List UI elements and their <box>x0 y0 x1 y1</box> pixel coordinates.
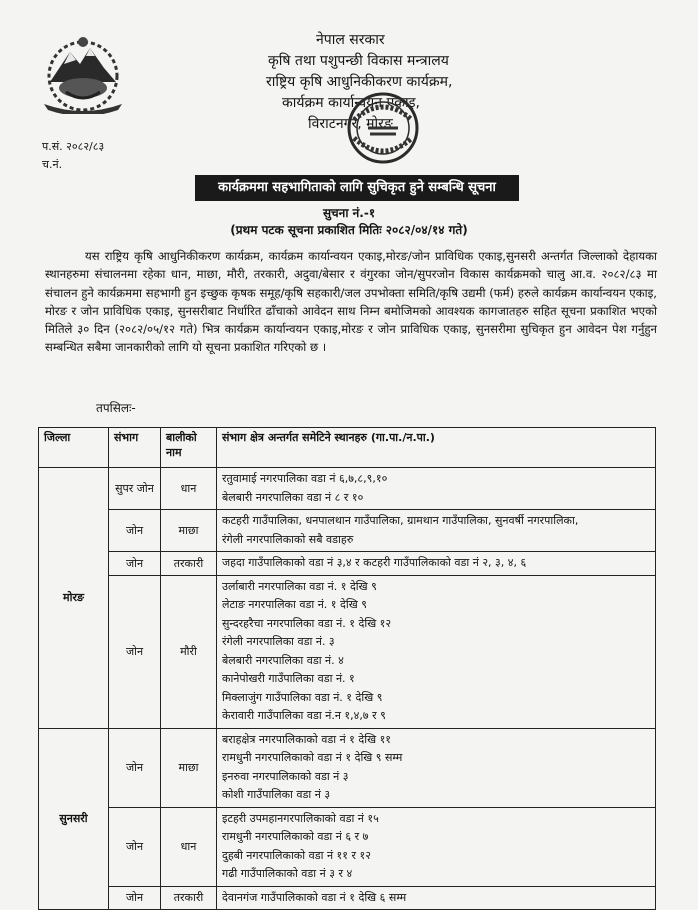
places-cell <box>217 728 656 807</box>
place-line: रंगेली नगरपालिकाको सबै वडाहरु <box>222 532 354 546</box>
places-cell <box>217 886 656 910</box>
dispatch-number: च.नं. <box>42 158 63 171</box>
place-line: रतुवामाई नगरपालिका वडा नं ६,७,८,९,१० <box>222 472 388 485</box>
table-row <box>39 552 656 576</box>
place-line: लेटाङ नगरपालिका वडा नं. १ देखि ९ <box>222 598 367 611</box>
division-cell: जोन <box>109 807 161 886</box>
crop-cell: माछा <box>161 728 217 807</box>
header-line: विराटनगर, मोरङ <box>308 116 393 132</box>
division-cell: सुपर जोन <box>109 468 161 510</box>
place-line: बराहक्षेत्र नगरपालिकाको वडा नं १ देखि ११ <box>222 732 392 746</box>
table-header-row <box>39 428 656 468</box>
district-cell: मोरङ <box>39 468 109 729</box>
notice-title-banner: कार्यक्रममा सहभागिताको लागि सुचिकृत हुने सम्बन्धि सूचना <box>195 175 519 201</box>
col-header-district: जिल्ला <box>39 428 109 468</box>
place-line: इनरुवा नगरपालिकाको वडा नं ३ <box>222 769 349 783</box>
place-line: दुहबी नगरपालिकाको वडा नं ११ र १२ <box>222 848 371 862</box>
col-header-division: संभाग <box>109 428 161 468</box>
publication-date: (प्रथम पटक सूचना प्रकाशित मितिः २०८२/०४/१४ गते) <box>230 223 468 237</box>
place-line: इटहरी उपमहानगरपालिकाको वडा नं १५ <box>222 811 379 825</box>
place-line: केरावारी गाउँपालिका वडा नं.न १,४,७ र ९ <box>222 709 386 722</box>
crop-cell: माछा <box>161 510 217 552</box>
table-row <box>39 468 656 510</box>
table-row <box>39 728 656 807</box>
places-cell <box>217 575 656 728</box>
division-cell: जोन <box>109 728 161 807</box>
place-line: बेलबारी नगरपालिका वडा नं. ४ <box>222 653 344 667</box>
places-cell <box>217 807 656 886</box>
notice-body <box>45 247 657 357</box>
place-line: मिक्लाजुंग गाउँपालिका वडा नं. १ देखि ९ <box>222 690 383 704</box>
program-table <box>38 427 656 910</box>
places-cell <box>217 468 656 510</box>
nepal-government-emblem <box>40 34 126 114</box>
place-line: उर्लाबारी नगरपालिका वडा नं. १ देखि ९ <box>222 579 377 593</box>
place-line: सुन्दरहरैचा नगरपालिका वडा नं. १ देखि १२ <box>222 616 392 630</box>
place-line: कोशी गाउँपालिका वडा नं ३ <box>222 788 331 801</box>
place-line: रामधुनी नगरपालिकाको वडा नं १ देखि ९ सम्म <box>222 751 403 764</box>
place-line: रामधुनी नगरपालिकाको वडा नं ६ र ७ <box>222 830 369 843</box>
crop-cell: मौरी <box>161 575 217 728</box>
division-cell: जोन <box>109 552 161 576</box>
col-header-places: संभाग क्षेत्र अन्तर्गत समेटिने स्थानहरु (गा.पा./न.पा.) <box>217 428 656 468</box>
places-cell <box>217 552 656 576</box>
header-line: राष्ट्रिय कृषि आधुनिकीकरण कार्यक्रम, <box>266 74 453 90</box>
header-line: कृषि तथा पशुपन्छी विकास मन्त्रालय <box>268 53 449 69</box>
place-line: कानेपोखरी गाउँपालिका वडा नं. १ <box>222 672 355 685</box>
table-row <box>39 807 656 886</box>
col-header-crop: बालीको नाम <box>161 428 217 468</box>
place-line: जहदा गाउँपालिकाको वडा नं ३,४ र कटहरी गाउँपालिकाको वडा नं २, ३, ४, ६ <box>222 556 527 569</box>
office-stamp <box>340 90 426 168</box>
crop-cell: तरकारी <box>161 552 217 576</box>
table-row <box>39 575 656 728</box>
division-cell: जोन <box>109 886 161 910</box>
place-line: गढी गाउँपालिकाको वडा नं ३ र ४ <box>222 867 353 880</box>
place-line: कटहरी गाउँपालिका, धनपालथान गाउँपालिका, ग्रामथान गाउँपालिका, सुनवर्षी नगरपालिका, <box>222 514 579 527</box>
crop-cell: तरकारी <box>161 886 217 910</box>
crop-cell: धान <box>161 807 217 886</box>
attachment-label: तपसिलः- <box>96 401 136 415</box>
district-cell: सुनसरी <box>39 728 109 910</box>
places-cell <box>217 510 656 552</box>
division-cell: जोन <box>109 575 161 728</box>
body-paragraph: यस राष्ट्रिय कृषि आधुनिकीकरण कार्यक्रम, कार्यक्रम कार्यान्वयन एकाइ,मोरङ/जोन प्राविधिक एकाइ,सुनसरी अन्तर्गत जिल्लाको देहायका स्थानहरुमा संचालनमा रहेका धान, माछा, मौरी, तरकारी, अदुवा/बेसार र वंगुरका जोन/सुपरजोन विकास कार्यक्रमको चालु आ.व. २०८२/८३ मा संचालन हुने कार्यक्रममा सहभागी हुन इच्छुक कृषक समूह/कृषि सहकारी/जल उपभोक्ता समिति/कृषि उद्यमी (फर्म) हरुले कार्यक्रम कार्यान्वयन एकाइ, मोरङ र जोन प्राविधिक एकाइ, सुनसरीबाट निर्धारित ढाँचाको आवेदन साथ निम्न बमोजिमको आवश्यक कागजातहरु सहित सूचना प्रकाशित भएको मितिले ३० दिन (२०८२/०५/१२ गते) भित्र कार्यक्रम कार्यान्वयन एकाइ,मोरङ र जोन प्राविधिक एकाइ, सुनसरीमा सुचिकृत हुन आवेदन पेश गर्नुहुन सम्बन्धित सबैमा जानकारीको लागि यो सूचना प्रकाशित गरिएको छ । <box>45 249 657 355</box>
table-row <box>39 886 656 910</box>
header-line: कार्यक्रम कार्यान्वयन एकाइ, <box>282 95 420 111</box>
place-line: देवानगंज गाउँपालिकाको वडा नं १ देखि ६ सम्म <box>222 890 407 904</box>
header-line: नेपाल सरकार <box>316 32 385 48</box>
crop-cell: धान <box>161 468 217 510</box>
notice-number: सुचना नं.-१ <box>322 206 376 220</box>
reference-block <box>42 138 104 174</box>
letter-number: प.सं. २०८२/८३ <box>42 140 105 153</box>
division-cell: जोन <box>109 510 161 552</box>
place-line: रंगेली नगरपालिका वडा नं. ३ <box>222 635 335 648</box>
table-row <box>39 510 656 552</box>
place-line: बेलबारी नगरपालिका वडा नं ८ र १० <box>222 490 364 504</box>
